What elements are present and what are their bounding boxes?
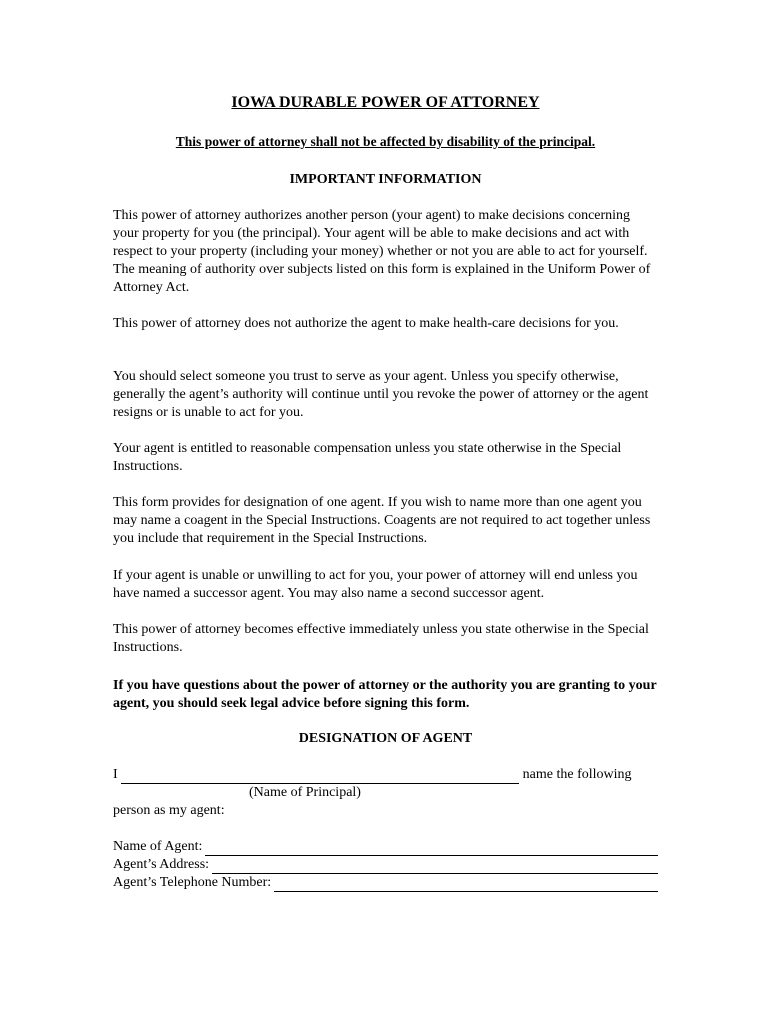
agent-address-label: Agent’s Address: <box>113 857 210 872</box>
paragraph-coagent: This form provides for designation of one agent. If you wish to name more than one agent you may name a coagent in the Special Instructions. Coagents are not required to act together unless you include that requirement in the Special Instructions. <box>113 495 651 546</box>
paragraph-effective: This power of attorney becomes effective immediately unless you state otherwise in the Special Instructions. <box>113 622 649 655</box>
paragraph-successor: If your agent is unable or unwilling to act for you, your power of attorney will end unless you have named a successor agent. You may also name a second successor agent. <box>113 568 638 601</box>
agent-name-row <box>113 838 658 856</box>
document-subtitle: This power of attorney shall not be affected by disability of the principal. <box>175 134 596 149</box>
paragraph-health-care: This power of attorney does not authorize the agent to make health-care decisions for you. <box>113 316 619 331</box>
principal-name-field[interactable] <box>121 769 519 784</box>
designation-continuation: person as my agent: <box>113 803 225 818</box>
paragraph-compensation: Your agent is entitled to reasonable compensation unless you state otherwise in the Special Instructions. <box>113 441 622 474</box>
principal-suffix: name the following <box>522 767 632 782</box>
paragraph-authority: This power of attorney authorizes another person (your agent) to make decisions concerning your property for you (the principal). Your agent will be able to make decisions and act with respect to your property (including your money) whether or not you are able to act for yourself. The meaning of authority over subjects listed on this form is explained in the Uniform Power of Attorney Act. <box>113 208 651 295</box>
principal-name-row <box>113 766 658 784</box>
designation-heading: DESIGNATION OF AGENT <box>298 731 473 746</box>
paragraph-select-agent: You should select someone you trust to serve as your agent. Unless you specify otherwise, generally the agent’s authority will continue until you revoke the power of attorney or the agent resigns or is unable to act for you. <box>113 369 649 420</box>
agent-address-field[interactable] <box>212 859 658 874</box>
agent-address-row <box>113 856 658 874</box>
agent-phone-label: Agent’s Telephone Number: <box>113 875 272 890</box>
important-information-heading: IMPORTANT INFORMATION <box>289 172 482 187</box>
agent-name-field[interactable] <box>205 841 658 856</box>
paragraph-legal-advice: If you have questions about the power of attorney or the authority you are granting to your agent, you should seek legal advice before signing this form. <box>113 678 657 711</box>
agent-name-label: Name of Agent: <box>113 839 203 854</box>
principal-prefix: I <box>113 767 118 782</box>
agent-phone-field[interactable] <box>274 877 658 892</box>
agent-phone-row <box>113 874 658 892</box>
principal-name-caption: (Name of Principal) <box>249 785 361 800</box>
document-title: IOWA DURABLE POWER OF ATTORNEY <box>231 94 540 111</box>
